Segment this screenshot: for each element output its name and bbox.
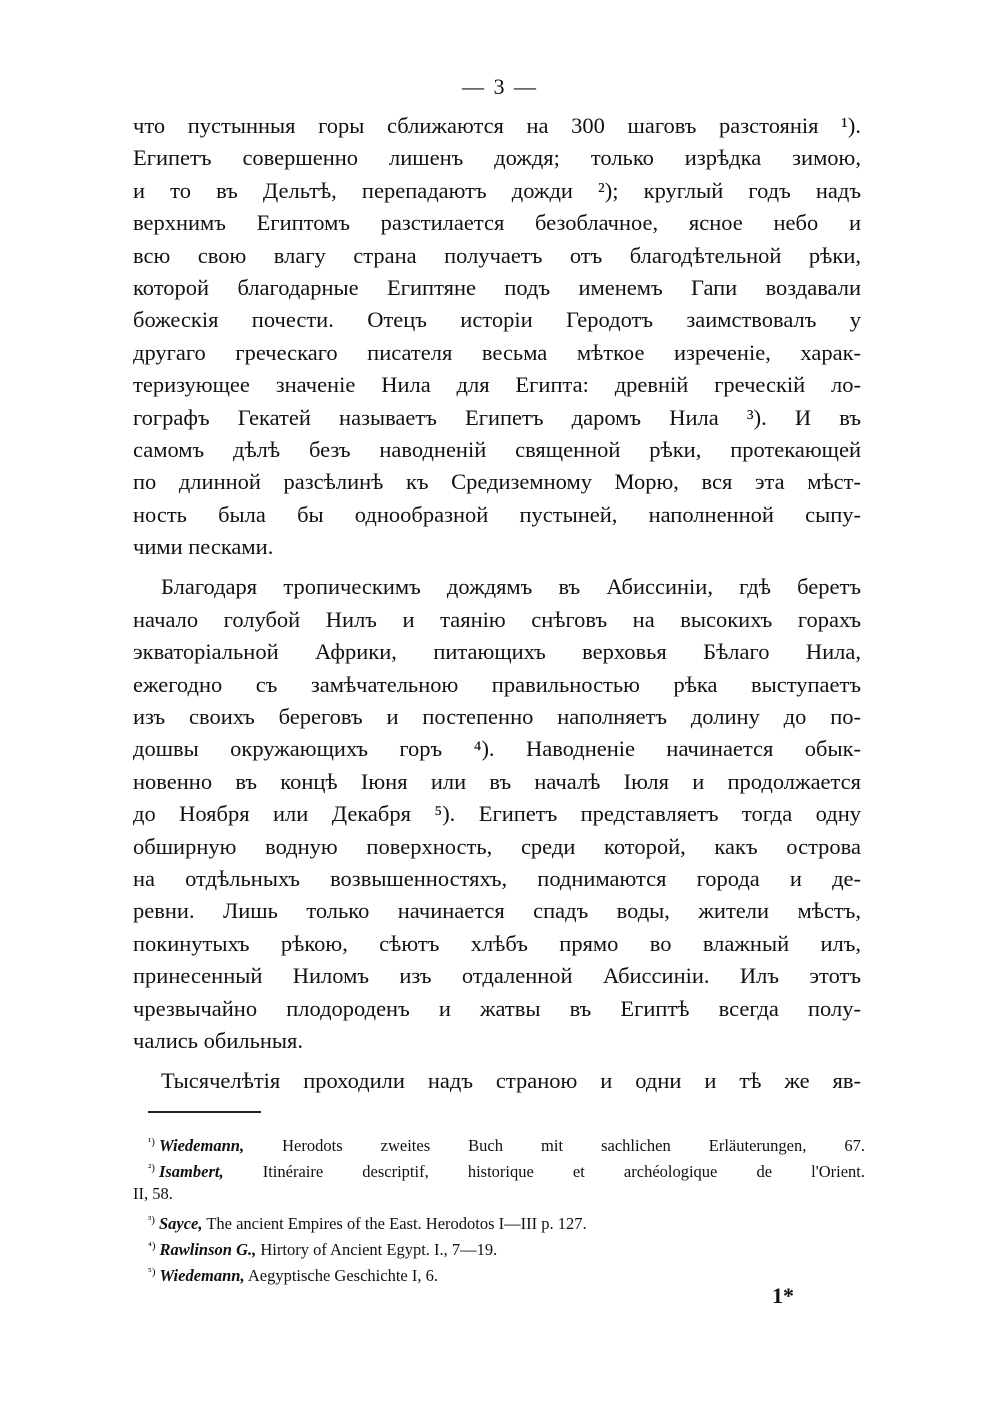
text-line: ревни. Лишь только начинается спадъ воды, жители мѣстъ, [133,898,861,924]
text-line: теризующее значеніе Нила для Египта: древній греческій ло- [133,372,861,398]
paragraph-1 [133,110,861,563]
footnote-author: Rawlinson G., [159,1240,257,1259]
footnote-mark: ²) [148,1162,155,1174]
text-line: Египетъ совершенно лишенъ дождя; только изрѣдка зимою, [133,145,861,171]
text-line: изъ своихъ береговъ и постепенно наполняетъ долину до по- [133,704,861,730]
footnote-text: Hirtory of Ancient Egypt. I., 7—19. [260,1240,498,1259]
text-line: божескія почести. Отецъ исторіи Геродотъ заимствовалъ у [133,307,861,333]
text-line: до Ноября или Декабря ⁵). Египетъ представляетъ тогда одну [133,801,861,827]
text-line: самомъ дѣлѣ безъ наводненій священной рѣки, протекающей [133,436,861,462]
footnote-mark: ³) [148,1214,155,1226]
text-line: новенно въ концѣ Іюня или въ началѣ Іюля и продолжается [133,768,861,794]
footnote-3 [133,1207,865,1233]
text-line: покинутыхъ рѣкою, сѣютъ хлѣбъ прямо во влажный илъ, [133,930,861,956]
footnote-2-continuation: II, 58. [133,1184,173,1203]
text-line: и то въ Дельтѣ, перепадаютъ дожди ²); круглый годъ надъ [133,177,861,203]
text-line: начало голубой Нилъ и таянію снѣговъ на высокихъ горахъ [133,606,861,632]
text-line: Тысячелѣтія проходили надъ страною и одни и тѣ же яв- [161,1068,861,1094]
text-line: обширную водную поверхность, среди которой, какъ острова [133,833,861,859]
footnote-text: Aegyptische Geschichte I, 6. [247,1266,438,1285]
footnote-text: Herodots zweites Buch mit sachlichen Erläuterungen, 67. [282,1136,866,1155]
text-line: которой благодарные Египтяне подъ именемъ Гапи воздавали [133,274,861,300]
signature-mark: 1* [772,1283,794,1308]
footnote-mark: ⁴) [148,1240,156,1252]
text-line: верхнимъ Египтомъ разстилается безоблачное, ясное небо и [133,210,861,236]
footnote-mark: ⁵) [148,1266,156,1278]
text-line: чими песками. [133,534,274,560]
footnote-4 [133,1233,865,1259]
text-line: на отдѣльныхъ возвышенностяхъ, поднимаются города и де- [133,865,861,891]
footnote-1 [133,1129,865,1155]
footnote-author: Isambert, [158,1162,224,1181]
text-line: по длинной разсѣлинѣ къ Средиземному Морю, вся эта мѣст- [133,469,861,495]
footnote-2 [133,1155,865,1181]
footnote-5 [133,1259,865,1285]
text-line: другаго греческаго писателя весьма мѣткое изреченіе, харак- [133,339,861,365]
text-line: гографъ Гекатей называетъ Египетъ даромъ Нила ³). И въ [133,404,861,430]
footnote-author: Wiedemann, [158,1136,245,1155]
text-line: принесенный Ниломъ изъ отдаленной Абиссиніи. Илъ этотъ [133,963,861,989]
footnote-text: Itinéraire descriptif, historique et archéologique de l'Orient. [262,1162,865,1181]
text-line: дошвы окружающихъ горъ ⁴). Наводненіе начинается обык- [133,736,861,762]
body-text [133,110,861,1098]
footnote-author: Wiedemann, [159,1266,245,1285]
footnote-author: Sayce, [158,1214,203,1233]
text-line: что пустынныя горы сближаются на 300 шаговъ разстоянія ¹). [133,113,861,138]
text-line: чрезвычайно плодороденъ и жатвы въ Египтѣ всегда полу- [133,995,861,1021]
text-line: Благодаря тропическимъ дождямъ въ Абиссиніи, гдѣ беретъ [161,574,861,600]
page-number: — 3 — [462,74,538,99]
footnote-divider [148,1111,261,1113]
paragraph-3 [133,1065,861,1097]
footnote-text: The ancient Empires of the East. Herodotos I—III p. 127. [206,1214,587,1233]
text-line: ежегодно съ замѣчательною правильностью рѣка выступаетъ [133,671,861,697]
text-line: всю свою влагу страна получаетъ отъ благодѣтельной рѣки, [133,242,861,268]
paragraph-2 [133,571,861,1057]
footnote-mark: ¹) [148,1136,155,1148]
text-line: чались обильныя. [133,1027,304,1053]
footnotes [133,1129,865,1285]
text-line: экваторіальной Африки, питающихъ верховья Бѣлаго Нила, [133,639,861,665]
text-line: ность была бы однообразной пустыней, наполненной сыпу- [133,501,861,527]
